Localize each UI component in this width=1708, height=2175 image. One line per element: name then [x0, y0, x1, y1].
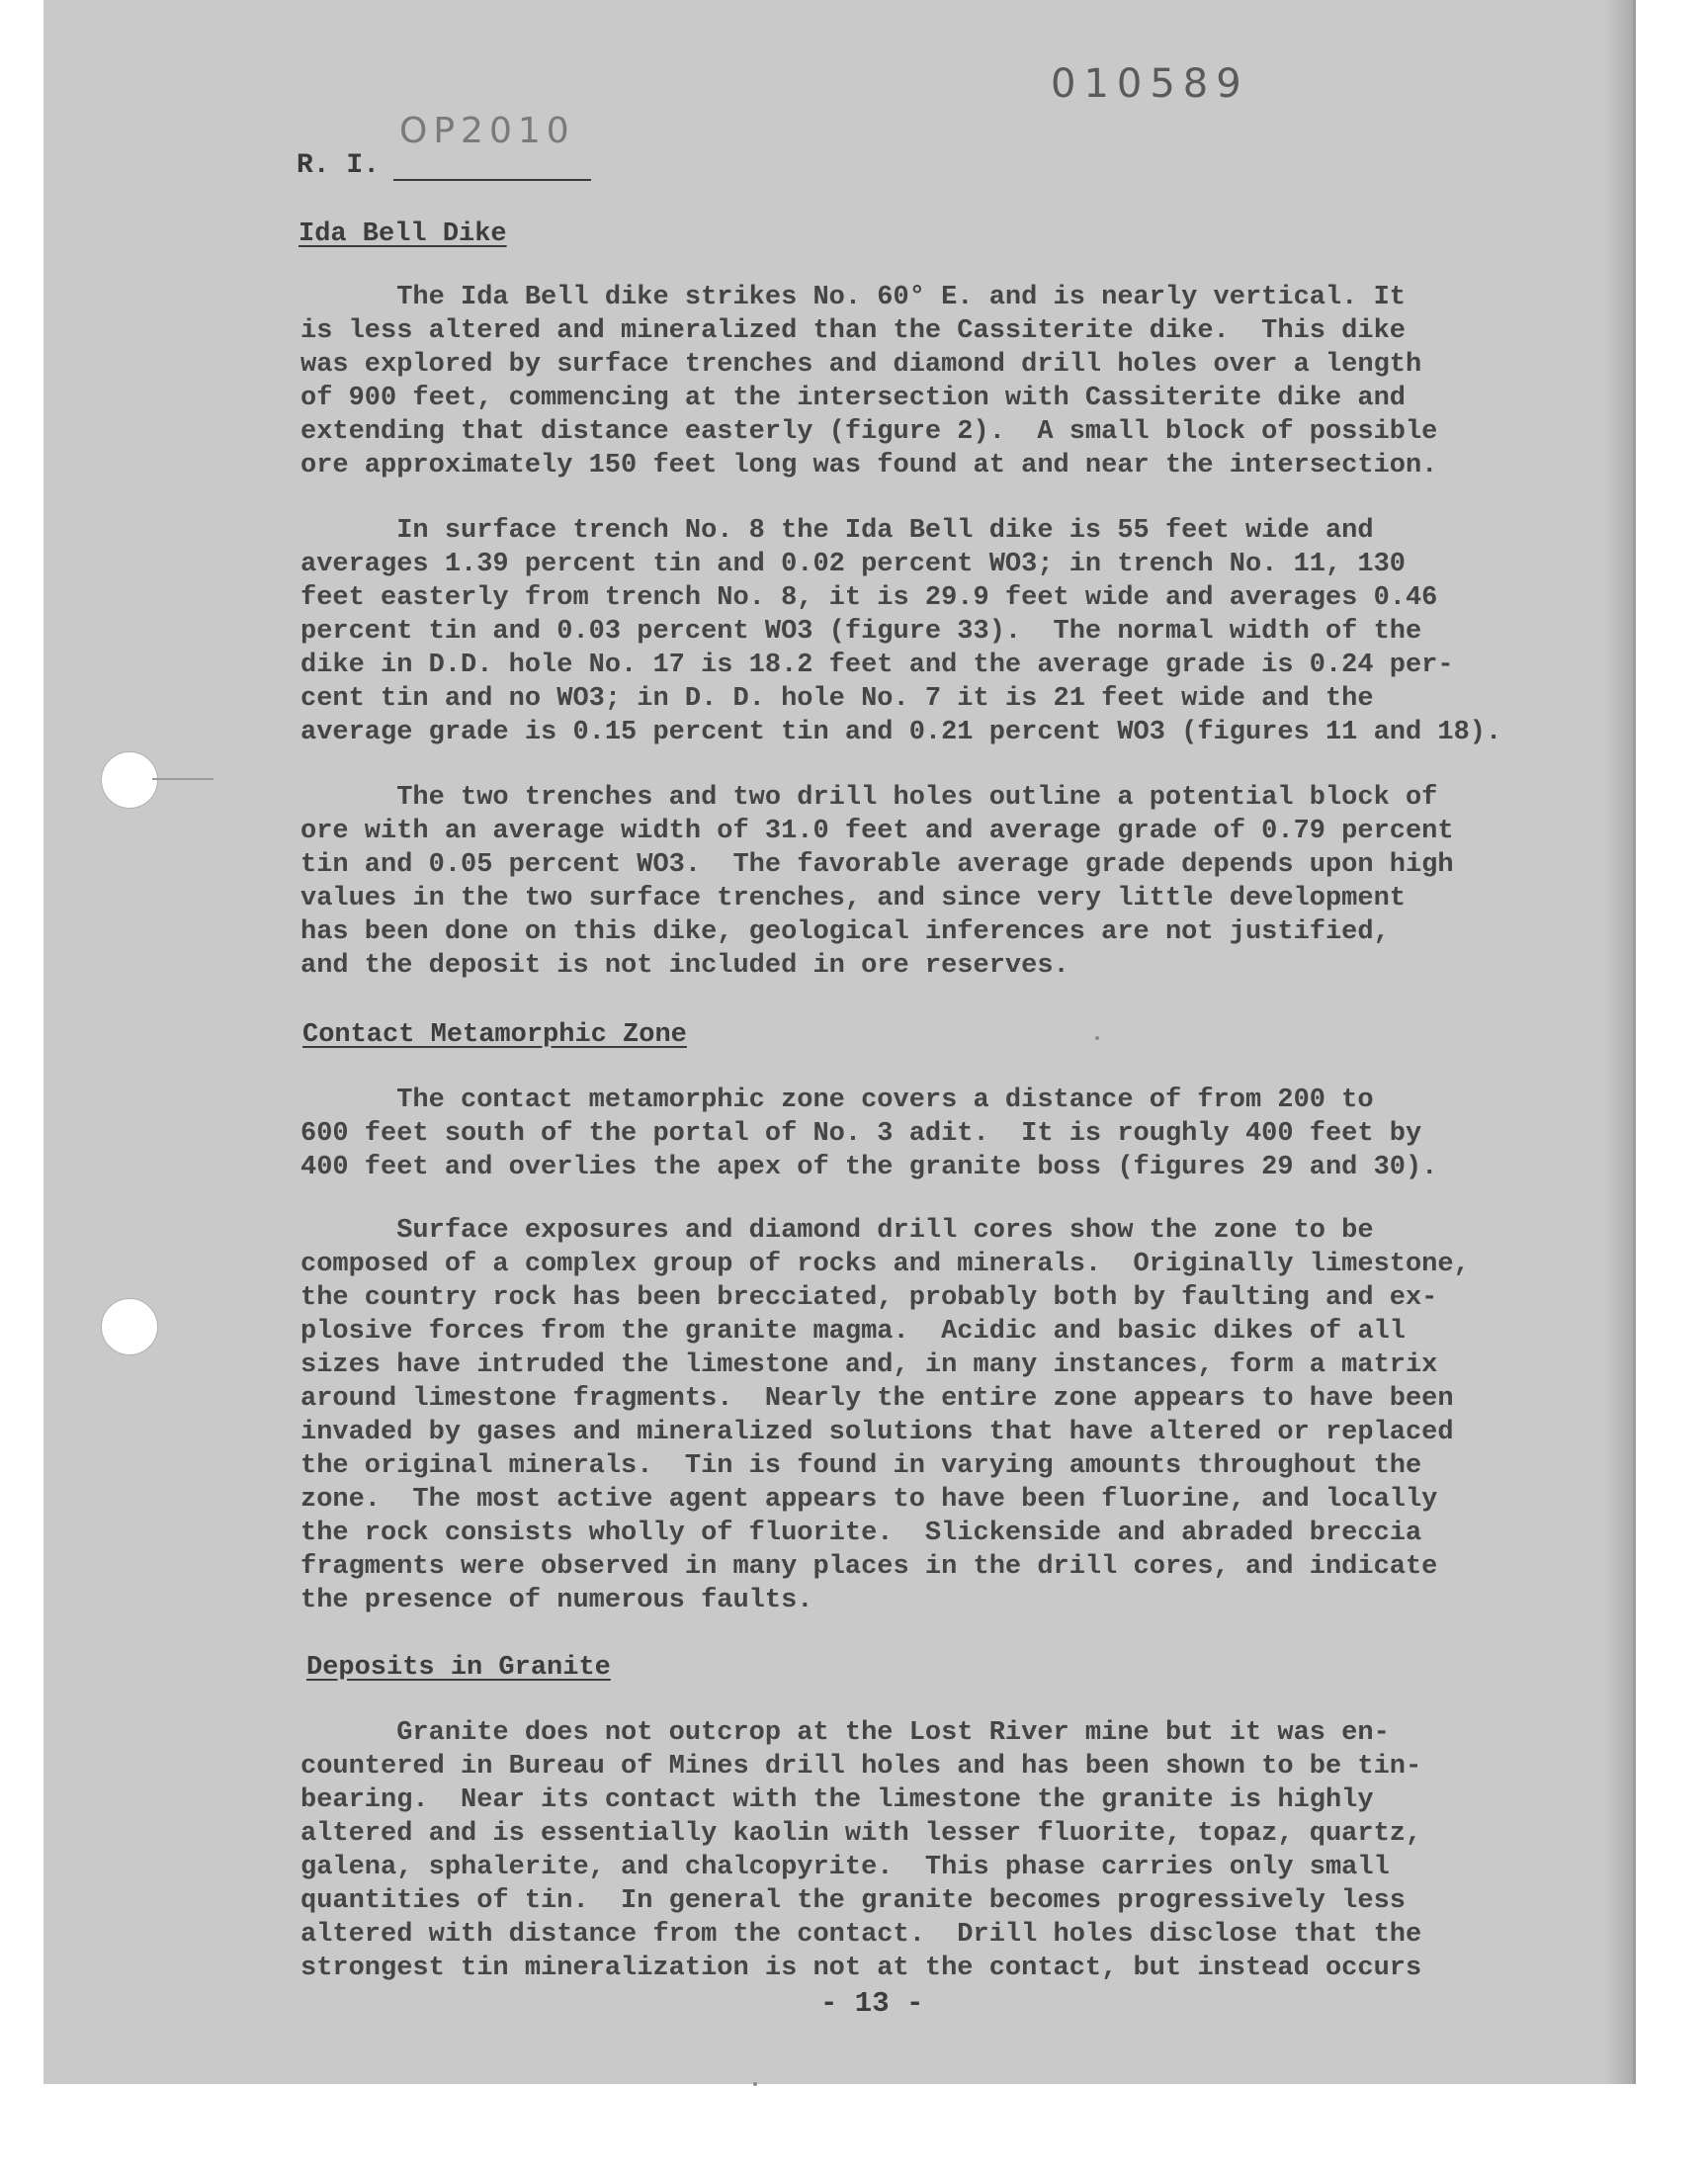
section-heading-ida-bell-dike: Ida Bell Dike	[299, 219, 507, 249]
text-line: the rock consists wholly of fluorite. Slickenside and abraded breccia	[300, 1519, 1422, 1548]
punch-hole-lower	[101, 1298, 158, 1355]
text-line: galena, sphalerite, and chalcopyrite. This phase carries only small	[300, 1853, 1390, 1882]
page-number: - 13 -	[820, 1987, 924, 2020]
punch-hole-mark	[152, 778, 214, 780]
text-line: composed of a complex group of rocks and minerals. Originally limestone,	[300, 1250, 1470, 1279]
text-line: The two trenches and two drill holes outline a potential block of	[300, 783, 1438, 813]
text-line: feet easterly from trench No. 8, it is 29.9 feet wide and averages 0.46	[300, 583, 1438, 613]
text-line: has been done on this dike, geological inferences are not justified,	[300, 917, 1390, 947]
text-line: the presence of numerous faults.	[300, 1586, 813, 1615]
text-line: values in the two surface trenches, and since very little development	[300, 884, 1406, 914]
text-line: 600 feet south of the portal of No. 3 adit. It is roughly 400 feet by	[300, 1119, 1422, 1149]
text-line: Granite does not outcrop at the Lost River mine but it was en-	[300, 1718, 1390, 1748]
text-line: plosive forces from the granite magma. Acidic and basic dikes of all	[300, 1317, 1406, 1347]
ri-blank-line	[393, 155, 591, 181]
text-line: of 900 feet, commencing at the intersection with Cassiterite dike and	[300, 384, 1406, 413]
paragraph	[300, 781, 1536, 983]
text-line: ore approximately 150 feet long was found at and near the intersection.	[300, 451, 1438, 480]
paragraph	[300, 281, 1536, 482]
text-line: The contact metamorphic zone covers a distance of from 200 to	[300, 1086, 1374, 1115]
text-line: bearing. Near its contact with the limestone the granite is highly	[300, 1785, 1374, 1815]
paragraph	[300, 1214, 1536, 1617]
text-line: invaded by gases and mineralized solutions that have altered or replaced	[300, 1418, 1454, 1447]
text-line: averages 1.39 percent tin and 0.02 percent WO3; in trench No. 11, 130	[300, 550, 1406, 579]
text-line: tin and 0.05 percent WO3. The favorable average grade depends upon high	[300, 850, 1454, 880]
text-line: percent tin and 0.03 percent WO3 (figure 33). The normal width of the	[300, 617, 1422, 647]
text-line: altered with distance from the contact. Drill holes disclose that the	[300, 1920, 1422, 1950]
text-line: quantities of tin. In general the granite becomes progressively less	[300, 1886, 1406, 1916]
section-heading-contact-metamorphic-zone: Contact Metamorphic Zone	[302, 1020, 687, 1050]
text-line: dike in D.D. hole No. 17 is 18.2 feet and the average grade is 0.24 per-	[300, 651, 1454, 680]
scan-speck	[753, 2082, 757, 2086]
section-heading-deposits-in-granite: Deposits in Granite	[306, 1653, 611, 1683]
document-number-stamp-faint: OP2010	[399, 111, 575, 151]
text-line: extending that distance easterly (figure 2). A small block of possible	[300, 417, 1438, 447]
text-line: is less altered and mineralized than the Cassiterite dike. This dike	[300, 316, 1406, 346]
scan-speck	[1095, 1036, 1099, 1040]
text-line: cent tin and no WO3; in D. D. hole No. 7 it is 21 feet wide and the	[300, 684, 1374, 714]
text-line: strongest tin mineralization is not at the contact, but instead occurs	[300, 1954, 1422, 1983]
text-line: In surface trench No. 8 the Ida Bell dike is 55 feet wide and	[300, 516, 1374, 546]
paragraph	[300, 514, 1536, 749]
paragraph	[300, 1084, 1536, 1184]
paragraph	[300, 1716, 1536, 1985]
text-line: was explored by surface trenches and diamond drill holes over a length	[300, 350, 1422, 380]
text-line: countered in Bureau of Mines drill holes and has been shown to be tin-	[300, 1752, 1422, 1782]
text-line: average grade is 0.15 percent tin and 0.21 percent WO3 (figures 11 and 18).	[300, 718, 1502, 747]
text-line: around limestone fragments. Nearly the entire zone appears to have been	[300, 1384, 1454, 1414]
text-line: The Ida Bell dike strikes No. 60° E. and is nearly vertical. It	[300, 283, 1406, 312]
text-line: ore with an average width of 31.0 feet and average grade of 0.79 percent	[300, 817, 1454, 846]
report-index-label	[297, 150, 591, 181]
text-line: Surface exposures and diamond drill cores show the zone to be	[300, 1216, 1374, 1246]
text-line: the original minerals. Tin is found in varying amounts throughout the	[300, 1451, 1422, 1481]
text-line: zone. The most active agent appears to have been fluorine, and locally	[300, 1485, 1438, 1515]
text-line: 400 feet and overlies the apex of the granite boss (figures 29 and 30).	[300, 1153, 1438, 1182]
punch-hole-upper	[101, 751, 158, 809]
text-line: sizes have intruded the limestone and, in many instances, form a matrix	[300, 1350, 1438, 1380]
text-line: the country rock has been brecciated, probably both by faulting and ex-	[300, 1283, 1438, 1313]
ri-label-text: R. I.	[297, 150, 381, 181]
text-line: and the deposit is not included in ore reserves.	[300, 951, 1069, 981]
text-line: altered and is essentially kaolin with lesser fluorite, topaz, quartz,	[300, 1819, 1422, 1849]
text-line: fragments were observed in many places in the drill cores, and indicate	[300, 1552, 1438, 1582]
document-number-stamp: 010589	[1051, 61, 1249, 107]
